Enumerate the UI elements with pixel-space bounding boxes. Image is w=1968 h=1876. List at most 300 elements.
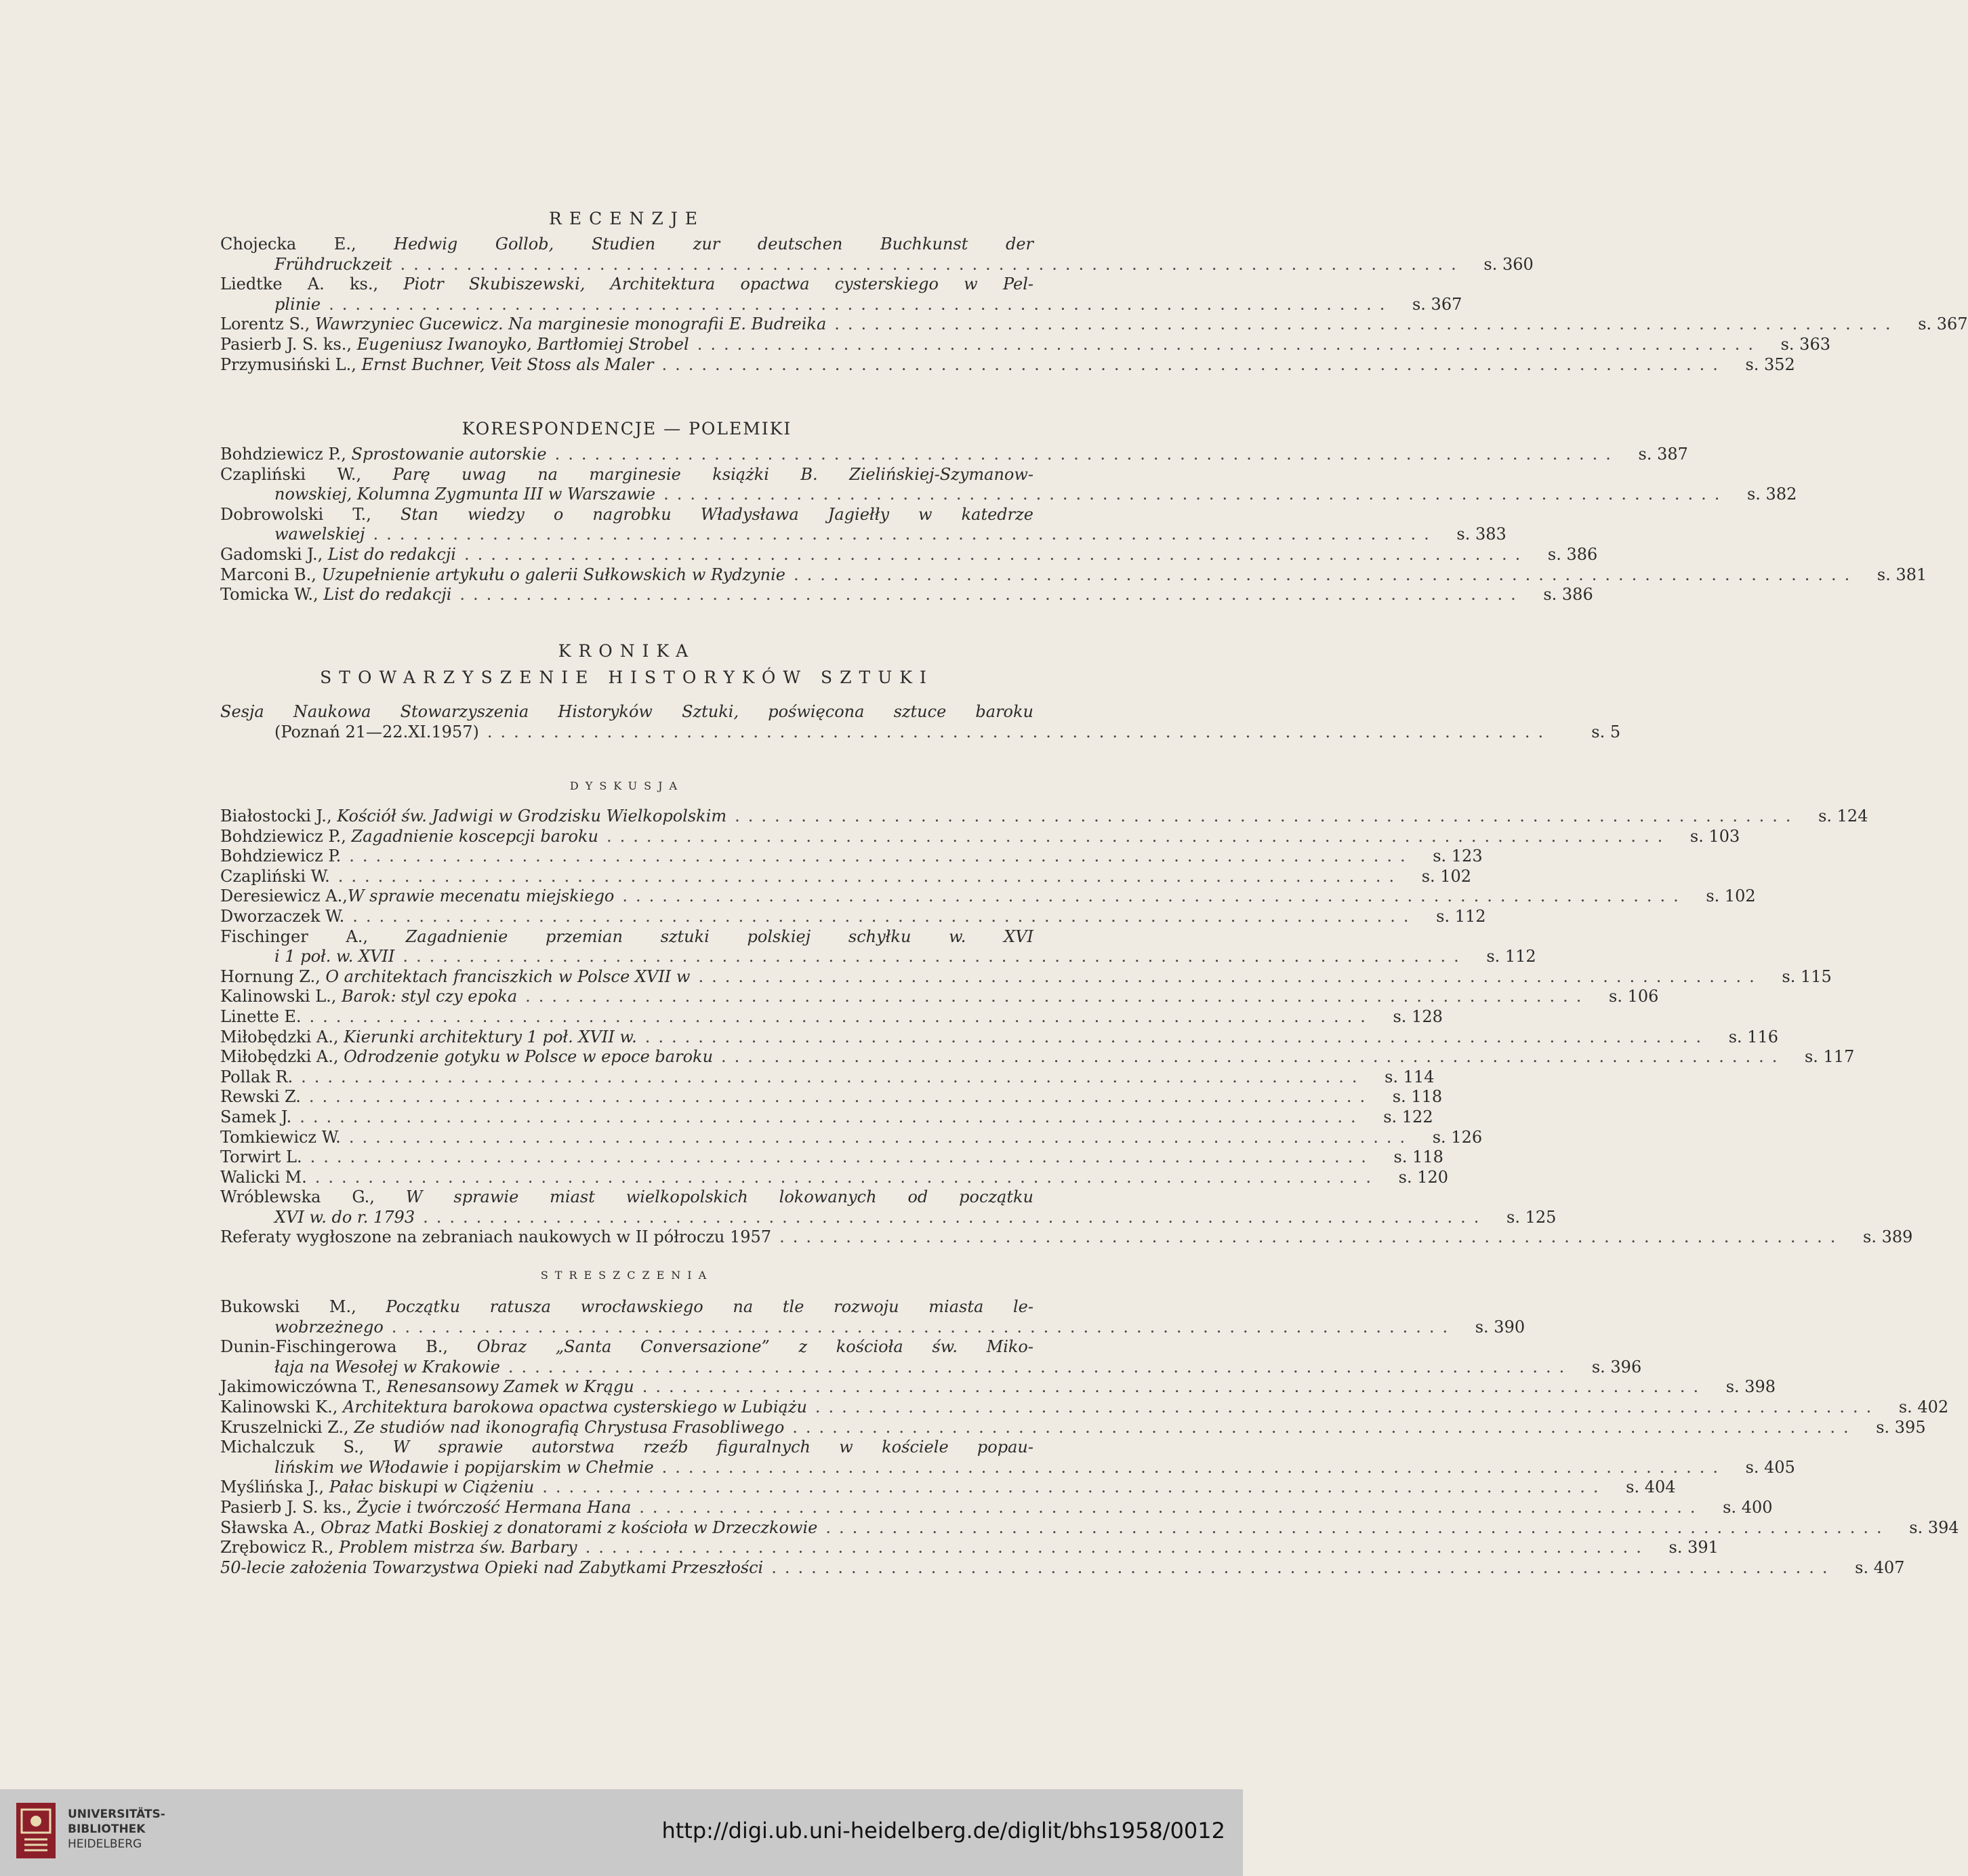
dot-leader: ................................................................................ <box>792 1417 1857 1437</box>
entry-line <box>220 1027 1779 1048</box>
entry-line <box>220 1357 1642 1378</box>
dot-leader: ................................................................................ <box>661 354 1726 374</box>
page-number: s. 400 <box>1723 1497 1773 1517</box>
toc-entry <box>220 886 1756 907</box>
dot-leader: ................................................................................ <box>329 294 1393 314</box>
entry-line <box>220 927 1033 947</box>
toc-entry <box>220 1297 1525 1337</box>
page-number: s. 103 <box>1689 826 1740 846</box>
page-number: s. 383 <box>1456 525 1506 544</box>
dot-leader: ................................................................................ <box>348 1127 1414 1147</box>
entry-text <box>220 927 1033 947</box>
entry-line <box>220 1538 1719 1558</box>
toc-entry <box>220 1187 1557 1227</box>
entry-line <box>220 1067 1435 1088</box>
entry-title: lińskim we Włodawie i popijarskim w Chełmie <box>274 1457 654 1477</box>
entry-title: Życie i twórczość Hermana Hana <box>356 1497 632 1517</box>
entry-title: Problem mistrza św. Barbary <box>339 1538 577 1557</box>
dot-leader: ................................................................................ <box>464 544 1529 564</box>
entry-title: Hedwig Gollob, Studien zur deutschen Buchkunst der <box>394 234 1033 253</box>
page-number: s. 128 <box>1393 1006 1443 1026</box>
page-number: s. 396 <box>1591 1357 1642 1377</box>
entry-line <box>220 906 1486 927</box>
dot-leader: ................................................................................ <box>314 1167 1380 1187</box>
logo-line: HEIDELBERG <box>68 1837 142 1851</box>
entry-line <box>220 1047 1855 1067</box>
toc-entry <box>220 314 1968 335</box>
section-kronika <box>220 640 1621 742</box>
dot-leader: ................................................................................ <box>423 1207 1488 1227</box>
entry-line <box>220 525 1506 545</box>
dot-leader: ................................................................................ <box>606 826 1671 846</box>
page-number: s. 405 <box>1745 1457 1795 1477</box>
toc-entry <box>220 1127 1483 1148</box>
entry-author: Dobrowolski T., <box>220 504 401 524</box>
toc-entry <box>220 966 1832 987</box>
toc-entry <box>220 334 1830 355</box>
section-dyskusja <box>220 773 1913 1248</box>
entry-text <box>220 702 1033 722</box>
entry-title: W sprawie miast wielkopolskich lokowanych od początku <box>405 1187 1033 1207</box>
entry-line <box>220 234 1033 255</box>
entry-line <box>220 1437 1033 1458</box>
dot-leader: ................................................................................ <box>771 1557 1836 1577</box>
entry-title: wobrzeżnego <box>274 1317 384 1337</box>
dot-leader: ................................................................................ <box>300 1107 1364 1126</box>
entry-text <box>220 827 598 847</box>
toc-entry <box>220 1167 1449 1188</box>
section-recenzje <box>220 203 1968 375</box>
toc-entry <box>220 544 1598 565</box>
entry-author: (Poznań 21—22.XI.1957) <box>274 722 479 741</box>
entry-text <box>220 1398 807 1418</box>
entry-line <box>220 826 1740 847</box>
entry-title: plinie <box>274 294 321 314</box>
toc-entry <box>220 1497 1773 1518</box>
entry-line <box>220 334 1830 355</box>
entry-title: Piotr Skubiszewski, Architektura opactwa cysterskiego w Pel- <box>403 274 1033 294</box>
entry-line <box>220 1127 1483 1148</box>
entry-title: Sprostowanie autorskie <box>351 445 547 464</box>
toc-entry <box>220 1337 1642 1377</box>
entry-author: Białostocki J., <box>220 807 337 825</box>
entry-title: Kościół św. Jadwigi w Grodzisku Wielkopolskim <box>337 807 727 825</box>
page-number: s. 407 <box>1855 1557 1905 1577</box>
page-number: s. 363 <box>1780 334 1830 354</box>
entry-author: Przymusiński L., <box>220 354 362 374</box>
entry-text <box>220 314 826 335</box>
entry-text <box>220 1538 577 1558</box>
page-number: s. 395 <box>1876 1417 1926 1437</box>
dot-leader: ................................................................................ <box>400 254 1464 274</box>
entry-author: Gadomski J., <box>220 544 328 564</box>
entry-title: List do redakcji <box>327 544 456 564</box>
toc-entry <box>220 1538 1719 1558</box>
entry-title: List do redakcji <box>323 585 452 605</box>
entry-text <box>274 295 321 315</box>
source-url-link[interactable]: http://digi.ub.uni-heidelberg.de/diglit/bhs1958/0012 <box>661 1818 1225 1843</box>
entry-text <box>274 485 655 505</box>
entry-author: Miłobędzki A., <box>220 1027 344 1046</box>
entry-author: Wróblewska G., <box>220 1187 406 1207</box>
page-number: s. 125 <box>1506 1207 1557 1227</box>
entry-title: W sprawie mecenatu miejskiego <box>347 886 615 906</box>
dot-leader: ................................................................................ <box>735 807 1799 825</box>
entry-line <box>220 1227 1913 1248</box>
entry-line <box>220 445 1688 465</box>
entry-line <box>220 1167 1449 1188</box>
entry-text <box>220 867 330 887</box>
toc-entry <box>220 1067 1435 1088</box>
dot-leader: ................................................................................ <box>525 987 1590 1006</box>
entry-author: Kalinowski L., <box>220 987 342 1006</box>
page-number: s. 360 <box>1483 254 1534 274</box>
entry-line <box>220 722 1621 743</box>
entry-text <box>220 1087 301 1107</box>
entry-text <box>220 1418 784 1438</box>
entry-text <box>220 1498 631 1518</box>
toc-entry <box>220 1147 1443 1168</box>
section-heading-stowarzyszenie: STOWARZYSZENIE HISTORYKÓW SZTUKI <box>320 668 934 687</box>
entry-text <box>220 505 1033 525</box>
toc-entry <box>220 866 1472 887</box>
entry-line <box>220 585 1593 605</box>
entry-line <box>220 294 1462 315</box>
entry-title: O architektach franciszkich w Polsce XVII w <box>325 966 691 986</box>
page-number: s. 386 <box>1547 544 1598 564</box>
entry-list <box>220 807 1913 1248</box>
entry-line <box>220 1337 1033 1358</box>
dot-leader: ................................................................................ <box>459 585 1524 605</box>
entry-line <box>220 254 1534 275</box>
entry-text <box>274 1318 384 1338</box>
entry-line <box>220 947 1536 967</box>
entry-line <box>220 966 1832 987</box>
entry-title: Obraz Matki Boskiej z donatorami z kościoła w Drzeczkowie <box>321 1517 818 1537</box>
dot-leader: ................................................................................ <box>622 886 1687 906</box>
entry-author: Torwirt L. <box>220 1147 302 1167</box>
page-number: s. 402 <box>1898 1397 1949 1416</box>
entry-author: Hornung Z., <box>220 966 326 986</box>
entry-title: Zagadnienie koscepcji baroku <box>351 826 598 846</box>
dot-leader: ................................................................................ <box>639 1497 1704 1517</box>
entry-title: Zagadnienie przemian sztuki polskiej schyłku w. XVI <box>405 926 1033 946</box>
dot-leader: ................................................................................ <box>508 1357 1573 1377</box>
entry-text <box>220 987 517 1007</box>
logo-wordmark <box>68 1807 165 1852</box>
page-number: s. 398 <box>1725 1377 1776 1397</box>
entry-line <box>220 1297 1033 1318</box>
entry-author: Fischinger A., <box>220 926 406 946</box>
entry-line <box>220 1557 1905 1578</box>
entry-list <box>220 1297 1959 1578</box>
entry-title: Parę uwag na marginesie książki B. Zielińskiej-Szymanow- <box>392 464 1033 484</box>
entry-author: Deresiewicz A., <box>220 886 348 906</box>
toc-entry <box>220 807 1868 827</box>
logo-line: BIBLIOTHEK <box>68 1822 146 1836</box>
entry-list <box>220 702 1621 742</box>
entry-title: Ze studiów nad ikonografią Chrystusa Frasobliwego <box>354 1417 785 1437</box>
toc-entry <box>220 1227 1913 1248</box>
entry-author: Chojecka E., <box>220 234 394 253</box>
entry-author: Referaty wygłoszone na zebraniach naukowych w II półroczu 1957 <box>220 1227 772 1247</box>
entry-author: Jakimowiczówna T., <box>220 1377 387 1397</box>
toc-entry <box>220 274 1462 314</box>
toc-entry <box>220 702 1621 742</box>
entry-author: Tomicka W., <box>220 585 324 605</box>
entry-line <box>220 505 1033 525</box>
dot-leader: ................................................................................ <box>815 1397 1880 1416</box>
dot-leader: ................................................................................ <box>585 1538 1649 1557</box>
page-number: s. 389 <box>1863 1227 1913 1247</box>
entry-author: Bohdziewicz P. <box>220 847 342 866</box>
page-number: s. 120 <box>1398 1167 1449 1187</box>
entry-text <box>220 585 451 605</box>
entry-line <box>220 1207 1557 1228</box>
dot-leader: ................................................................................ <box>487 722 1552 741</box>
page-number: s. 112 <box>1436 906 1486 926</box>
page-number: s. 118 <box>1392 1087 1443 1107</box>
entry-text <box>220 1187 1033 1208</box>
section-korespondencje <box>220 413 1927 605</box>
toc-entry <box>220 445 1688 465</box>
entry-author: Myślińska J., <box>220 1477 329 1497</box>
entry-line <box>220 274 1033 295</box>
entry-author: Michalczuk S., <box>220 1437 393 1457</box>
entry-text <box>220 1147 302 1168</box>
footer-bar <box>0 1789 1243 1876</box>
entry-line <box>220 1457 1795 1478</box>
entry-line <box>220 987 1659 1007</box>
entry-line <box>220 314 1968 335</box>
dot-leader: ................................................................................ <box>721 1047 1786 1067</box>
page-number: s. 394 <box>1909 1517 1959 1537</box>
entry-text <box>220 967 690 987</box>
toc-entry <box>220 1417 1926 1438</box>
entry-title: Odrodzenie gotyku w Polsce w epoce baroku <box>344 1047 714 1067</box>
entry-list <box>220 445 1927 605</box>
entry-text <box>220 465 1033 485</box>
entry-title: Pałac biskupi w Ciążeniu <box>329 1477 535 1497</box>
section-heading-korespondencje: KORESPONDENCJE — POLEMIKI <box>462 419 792 439</box>
dot-leader: ................................................................................ <box>794 565 1858 584</box>
entry-text <box>220 234 1033 255</box>
entry-text <box>274 947 394 967</box>
page-number: s. 390 <box>1475 1317 1525 1337</box>
entry-title: Ernst Buchner, Veit Stoss als Maler <box>361 354 654 374</box>
page-number: s. 124 <box>1818 807 1868 825</box>
page-number: s. 126 <box>1432 1127 1483 1147</box>
entry-text <box>220 355 654 375</box>
logo-line: UNIVERSITÄTS- <box>68 1808 165 1821</box>
entry-line <box>220 847 1483 867</box>
toc-entry <box>220 1006 1443 1027</box>
entry-text <box>220 1007 302 1027</box>
entry-title: Frühdruckzeit <box>274 254 392 274</box>
toc-entry <box>220 906 1486 927</box>
entry-title: wawelskiej <box>274 525 365 544</box>
entry-author: Miłobędzki A., <box>220 1047 344 1067</box>
dot-leader: ................................................................................ <box>337 866 1403 886</box>
entry-text <box>220 1168 307 1188</box>
entry-text <box>274 1458 654 1478</box>
page-number: s. 114 <box>1385 1067 1435 1086</box>
toc-entry <box>220 1107 1433 1128</box>
entry-text <box>220 1067 293 1088</box>
entry-text <box>220 907 344 927</box>
entry-text <box>220 565 785 586</box>
dot-leader: ................................................................................ <box>642 1377 1707 1397</box>
dot-leader: ................................................................................ <box>554 445 1619 464</box>
toc-entry <box>220 464 1797 505</box>
entry-title: 50-lecie założenia Towarzystwa Opieki nad Zabytkami Przeszłości <box>220 1557 764 1577</box>
entry-author: Lorentz S., <box>220 314 315 334</box>
entry-text <box>220 1047 713 1067</box>
section-streszczenia <box>220 1262 1959 1578</box>
entry-title: Kierunki architektury 1 poł. XVII w. <box>344 1027 637 1046</box>
entry-text <box>220 274 1033 295</box>
page-number: s. 117 <box>1804 1047 1855 1067</box>
page-number: s. 102 <box>1706 886 1756 906</box>
toc-entry <box>220 1027 1779 1048</box>
entry-title: Barok: styl czy epoka <box>342 987 518 1006</box>
entry-text <box>220 1128 341 1148</box>
entry-text <box>220 1027 637 1048</box>
toc-entry <box>220 1437 1795 1477</box>
entry-author: Marconi B., <box>220 565 322 584</box>
toc-entry <box>220 1087 1443 1107</box>
entry-title: łaja na Wesołej w Krakowie <box>274 1357 500 1377</box>
page-number: s. 112 <box>1486 947 1536 966</box>
entry-title: i 1 poł. w. XVII <box>274 947 395 966</box>
entry-title: Stan wiedzy o nagrobku Władysława Jagiełły w katedrze <box>400 504 1033 524</box>
dot-leader: ................................................................................ <box>698 966 1763 986</box>
entry-line <box>220 886 1756 907</box>
entry-line <box>220 1147 1443 1168</box>
entry-title: Obraz „Santa Conversazione” z kościoła św. Miko- <box>476 1337 1033 1357</box>
entry-line <box>220 702 1033 722</box>
section-heading-dyskusja: DYSKUSJA <box>569 779 684 792</box>
dot-leader: ................................................................................ <box>661 1457 1726 1477</box>
page-number: s. 5 <box>1591 722 1621 741</box>
entry-author: Kalinowski K., <box>220 1397 344 1416</box>
toc-entry <box>220 1517 1959 1538</box>
entry-author: Sławska A., <box>220 1517 321 1537</box>
entry-author: Samek J. <box>220 1107 292 1126</box>
dot-leader: ................................................................................ <box>308 1087 1374 1107</box>
toc-entry <box>220 354 1795 375</box>
entry-text <box>274 1358 500 1378</box>
entry-author: Pasierb J. S. ks., <box>220 334 357 354</box>
entry-title: XVI w. do r. 1793 <box>274 1207 415 1227</box>
entry-author: Dworzaczek W. <box>220 906 345 926</box>
toc-entry <box>220 1397 1949 1418</box>
entry-line <box>220 866 1472 887</box>
page-number: s. 382 <box>1746 485 1797 504</box>
dot-leader: ................................................................................ <box>310 1147 1374 1167</box>
entry-author: Rewski Z. <box>220 1087 301 1107</box>
entry-text <box>220 335 689 355</box>
entry-text <box>220 1107 291 1128</box>
toc-entry <box>220 565 1927 586</box>
dot-leader: ................................................................................ <box>644 1027 1710 1046</box>
toc-entry <box>220 1047 1855 1067</box>
entry-line <box>220 1497 1773 1518</box>
entry-title: Architektura barokowa opactwa cysterskiego w Lubiążu <box>343 1397 807 1416</box>
entry-title: Początku ratusza wrocławskiego na tle rozwoju miasta le- <box>386 1297 1033 1316</box>
entry-title: nowskiej, Kolumna Zygmunta III w Warszawie <box>274 485 656 504</box>
page-number: s. 123 <box>1433 847 1483 866</box>
entry-author: Czapliński W., <box>220 464 393 484</box>
page-number: s. 116 <box>1728 1027 1779 1046</box>
section-heading-kronika: KRONIKA <box>558 641 696 661</box>
entry-text <box>220 1297 1033 1318</box>
entry-title: Sesja Naukowa Stowarzyszenia Historyków Sztuki, poświęcona sztuce baroku <box>220 702 1033 721</box>
entry-text <box>220 1477 534 1498</box>
dot-leader: ................................................................................ <box>834 314 1899 334</box>
page-number: s. 404 <box>1626 1477 1676 1497</box>
entry-text <box>220 847 341 867</box>
toc-entry <box>220 826 1740 847</box>
entry-text <box>220 807 726 827</box>
entry-author: Pollak R. <box>220 1067 293 1086</box>
page-number: s. 106 <box>1609 987 1659 1006</box>
dot-leader: ................................................................................ <box>391 1317 1456 1337</box>
entry-line <box>220 1087 1443 1107</box>
entry-author: Liedtke A. ks., <box>220 274 404 294</box>
toc-entry <box>220 504 1506 545</box>
university-logo-icon <box>15 1801 57 1860</box>
entry-text <box>220 545 456 565</box>
page-number: s. 381 <box>1877 565 1927 584</box>
toc-entry <box>220 1377 1776 1398</box>
toc-entry <box>220 1557 1905 1578</box>
entry-title: W sprawie autorstwa rzeźb figuralnych w kościele popau- <box>392 1437 1033 1457</box>
dot-leader: ................................................................................ <box>697 334 1761 354</box>
entry-title: Eugeniusz Iwanoyko, Bartłomiej Strobel <box>356 334 689 354</box>
dot-leader: ................................................................................ <box>542 1477 1607 1497</box>
page-number: s. 102 <box>1421 866 1472 886</box>
toc-entry <box>220 926 1536 967</box>
entry-author: Dunin-Fischingerowa B., <box>220 1337 477 1357</box>
entry-author: Linette E. <box>220 1006 302 1026</box>
entry-text <box>274 1208 415 1228</box>
entry-title: Renesansowy Zamek w Krągu <box>386 1377 634 1397</box>
entry-line <box>220 1377 1776 1398</box>
entry-author: Kruszelnicki Z., <box>220 1417 354 1437</box>
entry-line <box>220 544 1598 565</box>
entry-line <box>220 1517 1959 1538</box>
dot-leader: ................................................................................ <box>779 1227 1844 1247</box>
entry-text <box>220 1227 771 1248</box>
page-number: s. 387 <box>1638 445 1688 464</box>
dot-leader: ................................................................................ <box>663 485 1728 504</box>
entry-line <box>220 1477 1676 1498</box>
toc-entry <box>220 234 1534 274</box>
dot-leader: ................................................................................ <box>301 1067 1366 1086</box>
toc-entry <box>220 847 1483 867</box>
entry-text <box>220 1437 1033 1458</box>
section-heading-streszczenia: STRESZCZENIA <box>540 1269 714 1282</box>
dot-leader: ................................................................................ <box>309 1006 1374 1026</box>
entry-text <box>274 525 365 545</box>
dot-leader: ................................................................................ <box>349 847 1414 866</box>
entry-text <box>220 1558 763 1578</box>
entry-title: Wawrzyniec Gucewicz. Na marginesie monografii E. Budreika <box>314 314 827 334</box>
entry-line <box>220 1006 1443 1027</box>
entry-author: Bohdziewicz P., <box>220 826 352 846</box>
entry-title: Uzupełnienie artykułu o galerii Sułkowskich w Rydzynie <box>321 565 785 584</box>
